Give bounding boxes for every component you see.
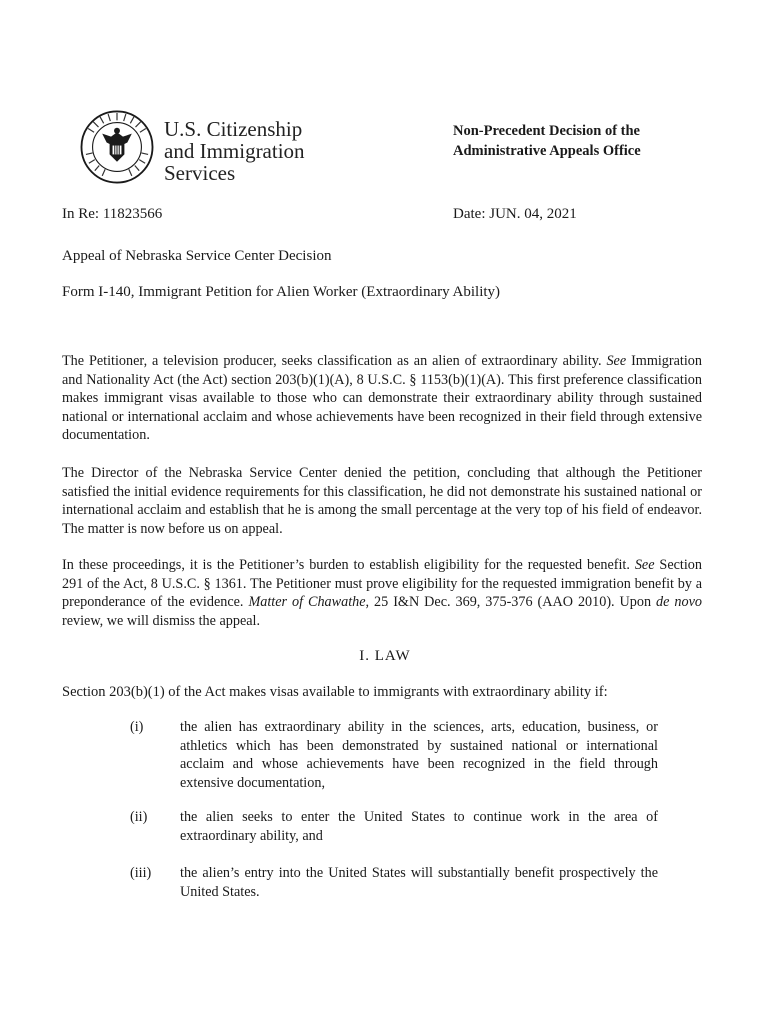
paragraph-director: The Director of the Nebraska Service Center denied the petition, concluding that although the Petitioner satisfied the initial evidence requirements for this classification, he did not demonstrate his sustained national or international acclaim and establish that he is among the small percentage at the very top of his field of endeavor. The matter is now before us on appeal. <box>62 465 702 537</box>
criteria-text: the alien’s entry into the United States will substantially benefit prospectively the United States. <box>180 865 658 900</box>
criteria-text: the alien has extraordinary ability in the sciences, arts, education, business, or athletics which has been demonstrated by sustained national or international acclaim and whose achievements have been recognized in the field through extensive documentation, <box>180 719 658 791</box>
criteria-number: (i) <box>130 719 144 735</box>
p1-rest: Immigration and Nationality Act (the Act) section 203(b)(1)(A), 8 U.S.C. § 1153(b)(1)(A). This first preference classification makes immigrant visas available to those who can demonstrate their extraordinary ability through sustained national or international acclaim and whose achievements have been recognized in their field through extensive documentation. <box>62 353 702 444</box>
see-citation: See <box>634 557 655 573</box>
dhs-seal-icon <box>80 110 154 184</box>
agency-name <box>164 118 305 184</box>
p1-text: The Petitioner, a television producer, seeks classification as an alien of extraordinary ability. <box>62 353 607 369</box>
section-heading: I. LAW <box>359 648 411 664</box>
see-citation: See <box>606 353 627 369</box>
case-citation: Matter of Chawathe <box>248 594 366 611</box>
p3-d: review, we will dismiss the appeal. <box>62 612 261 629</box>
law-intro: Section 203(b)(1) of the Act makes visas available to immigrants with extraordinary ability if: <box>62 684 608 700</box>
decision-line: Non-Precedent Decision of the <box>453 123 640 139</box>
agency-line: and Immigration <box>164 139 305 163</box>
decision-title <box>453 121 641 161</box>
case-number: In Re: 11823566 <box>62 206 163 222</box>
agency-line: Services <box>164 161 236 185</box>
de-novo: de novo <box>656 594 702 611</box>
p3-b: Section 291 of the Act, 8 U.S.C. § 1361. The Petitioner must prove eligibility for the requested immigration benefit by a preponderance of the evidence. <box>62 557 702 611</box>
paragraph-proceedings <box>62 556 702 630</box>
criteria-number: (ii) <box>130 809 148 825</box>
criteria-text: the alien seeks to enter the United States to continue work in the area of extraordinary ability, and <box>180 809 658 844</box>
appeal-line: Appeal of Nebraska Service Center Decision <box>62 248 332 264</box>
p3-c: , 25 I&N Dec. 369, 375-376 (AAO 2010). Upon <box>365 594 657 611</box>
paragraph-petitioner <box>62 352 702 445</box>
criteria-number: (iii) <box>130 865 152 881</box>
agency-line: U.S. Citizenship <box>164 117 303 141</box>
p3-a: In these proceedings, it is the Petitioner’s burden to establish eligibility for the requested benefit. <box>62 557 635 573</box>
decision-line: Administrative Appeals Office <box>453 143 641 159</box>
form-line: Form I-140, Immigrant Petition for Alien Worker (Extraordinary Ability) <box>62 284 501 300</box>
decision-date: Date: JUN. 04, 2021 <box>453 206 577 222</box>
